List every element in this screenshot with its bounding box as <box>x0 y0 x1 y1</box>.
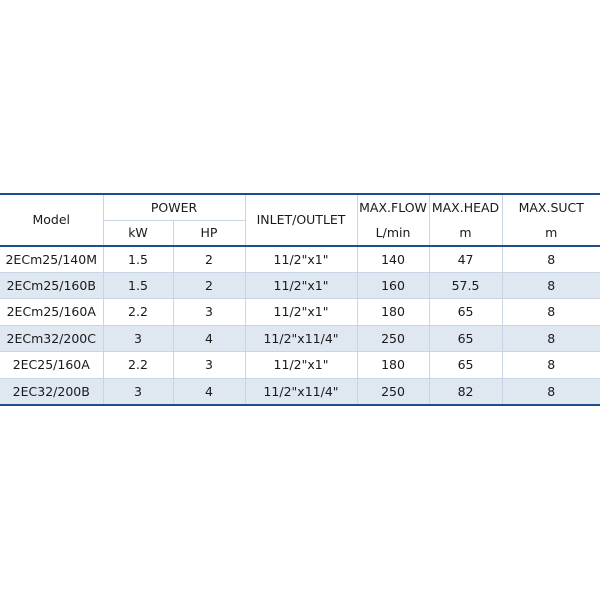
header-model: Model <box>0 194 103 246</box>
cell-inlet-outlet: 11/2"x1" <box>245 246 357 273</box>
cell-hp: 3 <box>173 299 245 326</box>
cell-max-suct: 8 <box>502 352 600 379</box>
cell-max-head: 57.5 <box>429 272 502 299</box>
header-row-top <box>0 194 600 220</box>
cell-max-flow: 180 <box>357 299 429 326</box>
table-row <box>0 299 600 326</box>
cell-max-head: 65 <box>429 325 502 352</box>
cell-max-flow: 250 <box>357 378 429 405</box>
cell-max-flow: 140 <box>357 246 429 273</box>
pump-spec-table <box>0 193 600 406</box>
header-power: POWER <box>103 194 245 220</box>
cell-max-flow: 180 <box>357 352 429 379</box>
header-max-head-unit: m <box>429 220 502 246</box>
cell-model: 2EC25/160A <box>0 352 103 379</box>
header-kw: kW <box>103 220 173 246</box>
cell-model: 2ECm32/200C <box>0 325 103 352</box>
cell-inlet-outlet: 11/2"x1" <box>245 299 357 326</box>
table-row <box>0 272 600 299</box>
cell-max-head: 65 <box>429 299 502 326</box>
cell-kw: 1.5 <box>103 246 173 273</box>
cell-hp: 4 <box>173 325 245 352</box>
header-max-suct: MAX.SUCT <box>502 194 600 220</box>
cell-max-head: 47 <box>429 246 502 273</box>
cell-kw: 2.2 <box>103 352 173 379</box>
header-max-head: MAX.HEAD <box>429 194 502 220</box>
cell-model: 2EC32/200B <box>0 378 103 405</box>
cell-inlet-outlet: 11/2"x1" <box>245 352 357 379</box>
table-row <box>0 246 600 273</box>
cell-hp: 2 <box>173 246 245 273</box>
cell-max-suct: 8 <box>502 299 600 326</box>
header-max-flow: MAX.FLOW <box>357 194 429 220</box>
cell-hp: 4 <box>173 378 245 405</box>
cell-hp: 3 <box>173 352 245 379</box>
cell-model: 2ECm25/140M <box>0 246 103 273</box>
cell-max-head: 65 <box>429 352 502 379</box>
table-row <box>0 378 600 405</box>
header-max-flow-unit: L/min <box>357 220 429 246</box>
table-row <box>0 325 600 352</box>
cell-hp: 2 <box>173 272 245 299</box>
cell-model: 2ECm25/160B <box>0 272 103 299</box>
cell-inlet-outlet: 11/2"x11/4" <box>245 378 357 405</box>
cell-max-flow: 250 <box>357 325 429 352</box>
header-inlet-outlet: INLET/OUTLET <box>245 194 357 246</box>
header-hp: HP <box>173 220 245 246</box>
cell-max-suct: 8 <box>502 378 600 405</box>
cell-kw: 3 <box>103 378 173 405</box>
cell-kw: 1.5 <box>103 272 173 299</box>
cell-max-flow: 160 <box>357 272 429 299</box>
header-max-suct-unit: m <box>502 220 600 246</box>
cell-kw: 3 <box>103 325 173 352</box>
cell-max-suct: 8 <box>502 246 600 273</box>
cell-inlet-outlet: 11/2"x1" <box>245 272 357 299</box>
cell-max-suct: 8 <box>502 325 600 352</box>
spec-table-container <box>0 193 600 406</box>
table-row <box>0 352 600 379</box>
cell-model: 2ECm25/160A <box>0 299 103 326</box>
cell-kw: 2.2 <box>103 299 173 326</box>
cell-max-suct: 8 <box>502 272 600 299</box>
cell-max-head: 82 <box>429 378 502 405</box>
cell-inlet-outlet: 11/2"x11/4" <box>245 325 357 352</box>
